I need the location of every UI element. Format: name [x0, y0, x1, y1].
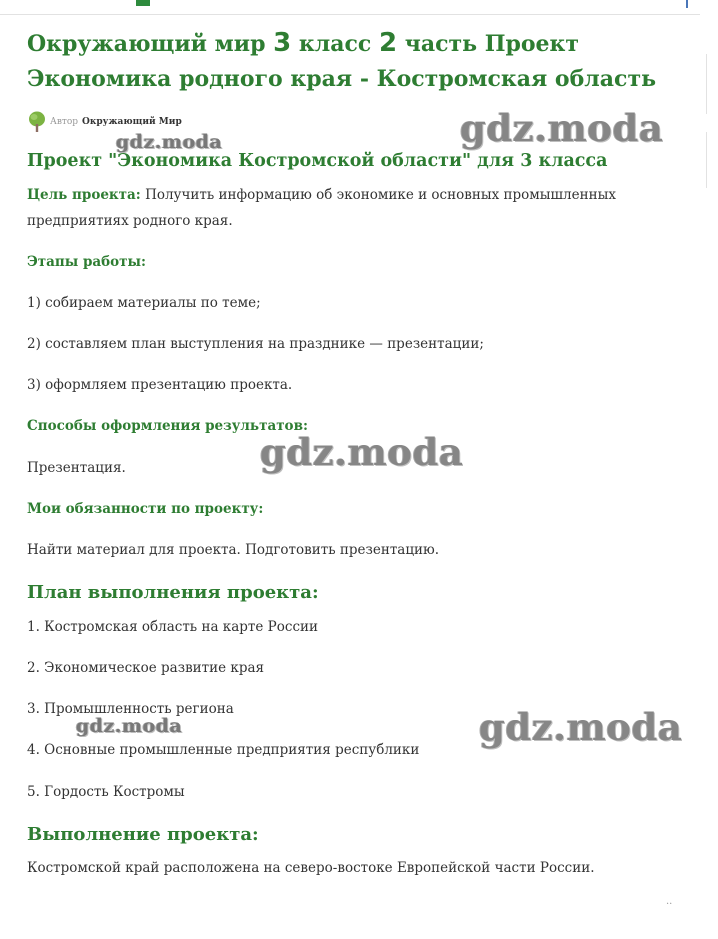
author-label: Автор	[50, 117, 79, 127]
stage-item: 2) составляем план выступления на празднике — презентации;	[27, 336, 484, 352]
watermark: gdz.moda	[479, 705, 683, 749]
stage-item: 1) собираем материалы по теме;	[27, 295, 261, 311]
green-marker	[136, 0, 150, 6]
watermark: gdz.moda	[116, 131, 223, 153]
goal-paragraph	[27, 182, 667, 234]
top-cropped-strip	[0, 0, 700, 15]
stages-label: Этапы работы:	[27, 254, 147, 270]
execution-heading: Выполнение проекта:	[27, 824, 259, 845]
tree-icon	[27, 111, 47, 133]
execution-text: Костромской край расположена на северо-востоке Европейской части России.	[27, 860, 595, 876]
goal-text: Получить информацию об экономике и основных промышленных предприятиях родного края.	[27, 187, 616, 229]
plan-item: 3. Промышленность региона	[27, 701, 234, 717]
goal-label: Цель проекта:	[27, 187, 141, 203]
watermark: gdz.moda	[260, 430, 464, 474]
side-rail	[702, 14, 718, 194]
author-link[interactable]: Окружающий Мир	[82, 117, 182, 127]
watermark: gdz.moda	[460, 106, 664, 150]
stage-item: 3) оформляем презентацию проекта.	[27, 377, 293, 393]
project-heading: Проект "Экономика Костромской области" для 3 класса	[27, 151, 608, 171]
formats-text: Презентация.	[27, 460, 126, 476]
plan-item: 1. Костромская область на карте России	[27, 619, 318, 635]
formats-label: Способы оформления результатов:	[27, 418, 308, 434]
blue-marker	[686, 0, 688, 8]
plan-item: 2. Экономическое развитие края	[27, 660, 265, 676]
duties-text: Найти материал для проекта. Подготовить презентацию.	[27, 542, 440, 558]
duties-label: Мои обязанности по проекту:	[27, 501, 264, 517]
trailing-dots: ..	[666, 896, 673, 907]
plan-heading: План выполнения проекта:	[27, 582, 319, 603]
plan-item: 4. Основные промышленные предприятия республики	[27, 742, 420, 758]
author-line	[27, 111, 182, 133]
page-title: Окружающий мир 3 класс 2 часть Проект Экономика родного края - Костромская область	[27, 28, 657, 92]
watermark: gdz.moda	[76, 715, 183, 737]
plan-item: 5. Гордость Костромы	[27, 784, 185, 800]
